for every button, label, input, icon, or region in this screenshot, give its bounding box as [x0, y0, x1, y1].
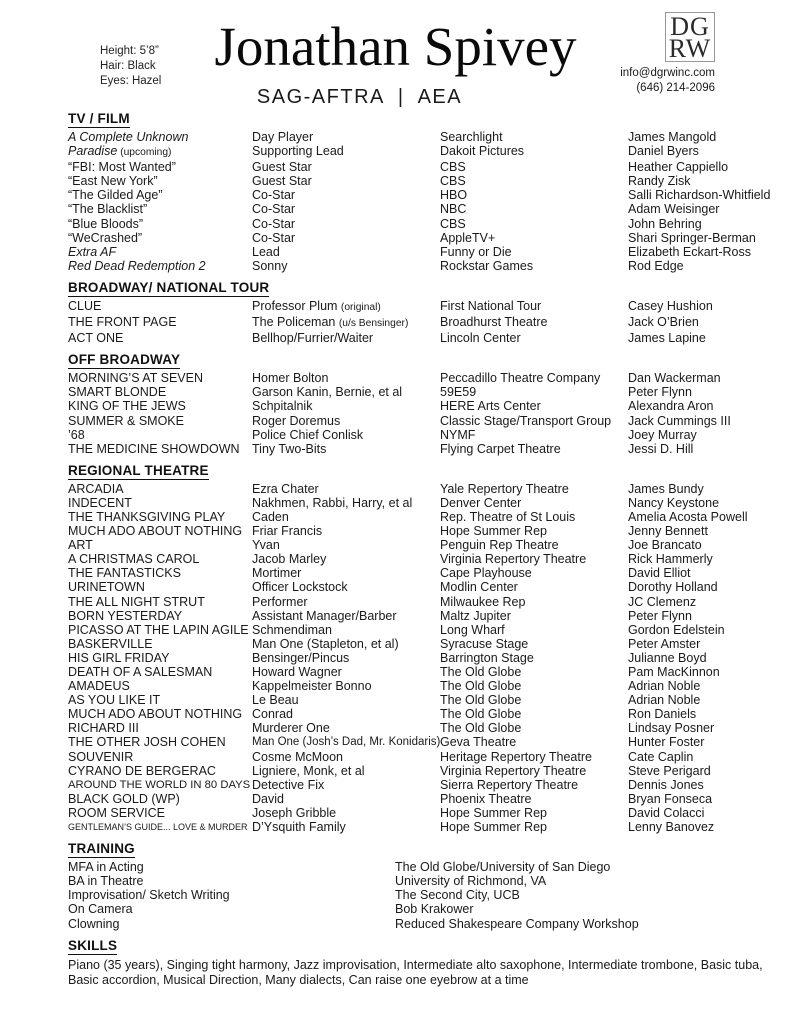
credit-role: Conrad [252, 707, 293, 722]
credit-venue: Hope Summer Rep [440, 820, 547, 835]
credit-director: Adrian Noble [628, 679, 701, 694]
credit-director: Bryan Fonseca [628, 791, 713, 806]
credit-venue: The Old Globe [440, 693, 522, 708]
credit-venue: 59E59 [440, 385, 477, 400]
training-section [68, 840, 771, 930]
credit-venue: The Old Globe [440, 707, 522, 722]
credit-venue: Sierra Repertory Theatre [440, 777, 579, 792]
credit-title: ’68 [68, 427, 85, 442]
training-section-title: TRAINING [68, 841, 135, 857]
credit-title: MORNING’S AT SEVEN [68, 371, 203, 386]
credit-title: URINETOWN [68, 580, 145, 595]
credit-section-title: OFF BROADWAY [68, 352, 181, 368]
logo-line-2: RW [668, 34, 712, 63]
credit-director: JC Clemenz [628, 594, 697, 609]
credit-title: BORN YESTERDAY [68, 608, 183, 623]
stat-hair: Hair: Black [100, 60, 156, 72]
credit-row [68, 482, 771, 496]
credit-row [68, 524, 771, 538]
credit-row [68, 130, 771, 144]
credit-title: Red Dead Redemption 2 [68, 258, 206, 273]
credit-role: Bensinger/Pincus [252, 650, 350, 665]
credit-role: Le Beau [252, 693, 299, 708]
credit-director: James Mangold [628, 130, 717, 144]
credit-title: “WeCrashed” [68, 230, 143, 245]
credit-venue: Syracuse Stage [440, 636, 529, 651]
credit-role: D’Ysquith Family [252, 820, 346, 835]
credit-row [68, 188, 771, 202]
credit-role: Schmendiman [252, 622, 332, 637]
credit-director: Joey Murray [628, 427, 697, 442]
training-institution: The Second City, UCB [395, 888, 520, 903]
training-row [68, 860, 771, 874]
credit-role: Guest Star [252, 160, 312, 175]
credit-title: BLACK GOLD (WP) [68, 791, 180, 806]
credit-role: Performer [252, 594, 308, 609]
credit-venue: Heritage Repertory Theatre [440, 749, 592, 764]
credit-row [68, 414, 771, 428]
credit-role: Howard Wagner [252, 665, 342, 679]
credit-title: THE THANKSGIVING PLAY [68, 509, 226, 524]
credit-director: Adam Weisinger [628, 202, 720, 217]
credit-role: Ligniere, Monk, et al [252, 763, 365, 778]
credit-title: Extra AF [68, 244, 117, 259]
credit-venue: Rep. Theatre of St Louis [440, 509, 576, 524]
credit-title: CLUE [68, 298, 102, 313]
training-subject: On Camera [68, 902, 133, 917]
credit-director: Gordon Edelstein [628, 622, 725, 637]
training-institution: The Old Globe/University of San Diego [395, 860, 611, 875]
credit-title: A CHRISTMAS CAROL [68, 552, 200, 567]
credit-venue: AppleTV+ [440, 230, 496, 245]
credit-director: Lindsay Posner [628, 721, 715, 736]
credit-venue: Lincoln Center [440, 331, 521, 346]
credit-venue: Yale Repertory Theatre [440, 481, 569, 496]
credit-director: John Behring [628, 216, 702, 231]
credit-row [68, 637, 771, 651]
credit-role: Man One (Josh’s Dad, Mr. Konidaris) [252, 736, 441, 749]
credit-title: THE ALL NIGHT STRUT [68, 594, 205, 609]
credit-title: MUCH ADO ABOUT NOTHING [68, 524, 243, 539]
credit-role: Mortimer [252, 566, 302, 581]
agency-email: info@dgrwinc.com [620, 67, 715, 79]
credit-role: Garson Kanin, Bernie, et al [252, 385, 403, 400]
credit-row [68, 299, 771, 315]
training-row [68, 888, 771, 902]
credit-venue: NBC [440, 202, 467, 217]
credit-row [68, 623, 771, 637]
credit-venue: Cape Playhouse [440, 566, 532, 581]
credit-role: Joseph Gribble [252, 805, 337, 820]
credit-role: Assistant Manager/Barber [252, 608, 397, 623]
credit-row [68, 609, 771, 623]
section-rows [68, 130, 771, 273]
training-row [68, 874, 771, 888]
credit-director: Joe Brancato [628, 538, 702, 553]
credit-section [68, 462, 771, 834]
credit-title: SMART BLONDE [68, 385, 167, 400]
credit-director: Julianne Boyd [628, 650, 707, 665]
credit-title: DEATH OF A SALESMAN [68, 665, 213, 679]
skills-section [68, 937, 771, 989]
training-row [68, 917, 771, 931]
credit-role: Day Player [252, 130, 314, 144]
credit-director: Heather Cappiello [628, 160, 729, 175]
credit-role: Lead [252, 244, 280, 259]
credit-title: CYRANO DE BERGERAC [68, 763, 216, 778]
credit-venue: Flying Carpet Theatre [440, 441, 561, 456]
credit-director: Casey Hushion [628, 298, 713, 313]
credit-row [68, 595, 771, 609]
credit-row [68, 792, 771, 806]
credit-venue: HERE Arts Center [440, 399, 541, 414]
credit-venue: The Old Globe [440, 665, 522, 679]
credit-venue: Modlin Center [440, 580, 518, 595]
credit-row [68, 144, 771, 160]
credit-title: ACT ONE [68, 331, 124, 346]
training-institution: University of Richmond, VA [395, 874, 547, 889]
credit-section [68, 279, 771, 345]
credit-venue: Rockstar Games [440, 258, 534, 273]
credit-director: Rod Edge [628, 258, 684, 273]
credit-director: James Lapine [628, 331, 706, 346]
credit-title: AS YOU LIKE IT [68, 693, 161, 708]
credit-row [68, 217, 771, 231]
credit-title: ARCADIA [68, 481, 124, 496]
credit-director: Pam MacKinnon [628, 665, 720, 679]
credit-title: KING OF THE JEWS [68, 399, 186, 414]
credit-venue: Maltz Jupiter [440, 608, 511, 623]
credit-venue: Virginia Repertory Theatre [440, 552, 587, 567]
credit-role: Roger Doremus [252, 413, 341, 428]
credit-role: Co-Star [252, 202, 296, 217]
credit-row [68, 651, 771, 665]
credit-director: Dorothy Holland [628, 580, 718, 595]
credit-role: Supporting Lead [252, 144, 344, 159]
credit-title: THE FRONT PAGE [68, 315, 177, 330]
credit-title: A Complete Unknown [68, 130, 189, 144]
credit-director: Dan Wackerman [628, 371, 721, 386]
credit-venue: Milwaukee Rep [440, 594, 526, 609]
credit-director: Daniel Byers [628, 144, 699, 159]
credit-role: Co-Star [252, 230, 296, 245]
credit-title: THE MEDICINE SHOWDOWN [68, 441, 240, 456]
agency-phone: (646) 214-2096 [636, 81, 715, 94]
credit-director: Jack Cummings III [628, 413, 731, 428]
credit-row [68, 231, 771, 245]
credit-title: “East New York” [68, 174, 158, 189]
credit-role: Man One (Stapleton, et al) [252, 636, 399, 651]
credit-role: Co-Star [252, 216, 296, 231]
credit-role: Officer Lockstock [252, 580, 348, 595]
credit-role: Jacob Marley [252, 552, 327, 567]
credit-venue: Virginia Repertory Theatre [440, 763, 587, 778]
credit-row [68, 174, 771, 188]
credit-director: Adrian Noble [628, 693, 701, 708]
credit-role: Homer Bolton [252, 371, 329, 386]
skills-text: Piano (35 years), Singing tight harmony, Jazz improvisation, Intermediate alto saxophone, Intermediate trombone, Basic tuba, Basic accordion, Musical Direction, Many dialects, Can raise one eyebrow at a time [68, 957, 763, 988]
credit-row [68, 160, 771, 174]
credit-title: GENTLEMAN’S GUIDE... LOVE & MURDER [68, 822, 248, 833]
credit-title: ART [68, 538, 93, 553]
credit-row [68, 259, 771, 273]
credit-title: BASKERVILLE [68, 636, 153, 651]
credit-director: Peter Flynn [628, 385, 692, 400]
credit-venue: Hope Summer Rep [440, 524, 547, 539]
stat-eyes: Eyes: Hazel [100, 75, 162, 87]
credit-row [68, 552, 771, 566]
credit-sections [68, 110, 771, 834]
credit-role: Sonny [252, 258, 288, 273]
credit-director: Dennis Jones [628, 777, 704, 792]
credit-title: THE OTHER JOSH COHEN [68, 735, 226, 750]
credit-row [68, 721, 771, 735]
credit-role: Ezra Chater [252, 481, 319, 496]
credit-venue: Funny or Die [440, 244, 512, 259]
credit-section-title: TV / FILM [68, 111, 130, 126]
training-institution: Bob Krakower [395, 902, 474, 917]
credit-section [68, 110, 771, 273]
credit-title: AROUND THE WORLD IN 80 DAYS [68, 778, 251, 791]
credit-row [68, 665, 771, 679]
credit-row [68, 428, 771, 442]
credit-row [68, 764, 771, 778]
credit-venue: NYMF [440, 427, 476, 442]
credit-venue: CBS [440, 160, 466, 175]
credit-row [68, 399, 771, 413]
credit-row [68, 496, 771, 510]
credit-director: Hunter Foster [628, 735, 705, 750]
credit-director: Jenny Bennett [628, 524, 708, 539]
credit-venue: Broadhurst Theatre [440, 315, 548, 330]
credit-section [68, 351, 771, 456]
credit-row [68, 735, 771, 749]
credit-venue: HBO [440, 188, 468, 203]
credit-title: HIS GIRL FRIDAY [68, 650, 170, 665]
credit-row [68, 778, 771, 792]
credit-title: THE FANTASTICKS [68, 566, 181, 581]
credit-venue: Classic Stage/Transport Group [440, 413, 612, 428]
agency-contact [620, 12, 715, 95]
credit-director: Rick Hammerly [628, 552, 713, 567]
credit-director: Steve Perigard [628, 763, 711, 778]
credit-row [68, 693, 771, 707]
credit-title: AMADEUS [68, 679, 130, 694]
credit-row [68, 580, 771, 594]
training-institution: Reduced Shakespeare Company Workshop [395, 916, 639, 931]
credit-section-title: BROADWAY/ NATIONAL TOUR [68, 279, 270, 295]
credit-venue: Phoenix Theatre [440, 791, 532, 806]
training-subject: MFA in Acting [68, 860, 144, 875]
section-rows [68, 371, 771, 456]
credit-role: Professor Plum (original) [252, 298, 381, 313]
credit-role: Schpitalnik [252, 399, 313, 414]
credit-title: Paradise (upcoming) [68, 144, 172, 159]
credit-row [68, 315, 771, 331]
credit-row [68, 566, 771, 580]
credit-director: David Colacci [628, 805, 705, 820]
credit-role: Caden [252, 509, 289, 524]
training-subject: Clowning [68, 916, 120, 931]
credit-role: The Policeman (u/s Bensinger) [252, 315, 409, 330]
credit-role: Murderer One [252, 721, 330, 736]
credit-role: Kappelmeister Bonno [252, 679, 372, 694]
training-subject: BA in Theatre [68, 874, 144, 889]
credit-role: Yvan [252, 538, 280, 553]
credit-director: Cate Caplin [628, 749, 694, 764]
credit-row [68, 707, 771, 721]
credit-role: Co-Star [252, 188, 296, 203]
credit-director: Salli Richardson-Whitfield [628, 188, 771, 203]
credit-title: RICHARD III [68, 721, 139, 736]
credit-row [68, 538, 771, 552]
credit-director: Jessi D. Hill [628, 441, 694, 456]
actor-name: Jonathan Spivey [214, 16, 577, 77]
section-rows [68, 299, 771, 345]
credit-row [68, 510, 771, 524]
credit-title: ROOM SERVICE [68, 805, 166, 820]
credit-venue: CBS [440, 174, 466, 189]
credit-title: “The Blacklist” [68, 202, 148, 217]
credit-row [68, 245, 771, 259]
training-rows [68, 860, 771, 930]
credit-venue: Searchlight [440, 130, 503, 144]
credit-director: Jack O’Brien [628, 315, 699, 330]
credit-row [68, 750, 771, 764]
credit-venue: Hope Summer Rep [440, 805, 547, 820]
credit-role: Nakhmen, Rabbi, Harry, et al [252, 495, 413, 510]
credit-title: “The Gilded Age” [68, 188, 163, 203]
credit-director: Alexandra Aron [628, 399, 714, 414]
credit-role: David [252, 791, 284, 806]
resume-header [68, 0, 771, 110]
credit-row [68, 371, 771, 385]
credit-title: INDECENT [68, 495, 132, 510]
credit-director: Ron Daniels [628, 707, 697, 722]
credit-row [68, 202, 771, 216]
skills-section-title: SKILLS [68, 937, 118, 953]
credit-role: Friar Francis [252, 524, 323, 539]
credit-row [68, 442, 771, 456]
credit-row [68, 331, 771, 345]
credit-venue: The Old Globe [440, 679, 522, 694]
credit-row [68, 679, 771, 693]
credit-venue: Peccadillo Theatre Company [440, 371, 601, 386]
credit-row [68, 820, 771, 834]
stat-height: Height: 5’8” [100, 45, 159, 57]
section-rows [68, 482, 771, 834]
credit-venue: Dakoit Pictures [440, 144, 525, 159]
credit-title: “FBI: Most Wanted” [68, 160, 176, 175]
dgrw-logo [665, 12, 715, 62]
credit-venue: Long Wharf [440, 622, 505, 637]
credit-role: Bellhop/Furrier/Waiter [252, 331, 374, 346]
credit-role: Guest Star [252, 174, 312, 189]
credit-row [68, 806, 771, 820]
credit-director: Amelia Acosta Powell [628, 509, 748, 524]
credit-venue: Geva Theatre [440, 735, 517, 750]
training-row [68, 902, 771, 916]
union-affiliations: SAG-AFTRA | AEA [256, 86, 463, 108]
credit-director: Nancy Keystone [628, 495, 720, 510]
credit-venue: Denver Center [440, 495, 522, 510]
credit-section-title: REGIONAL THEATRE [68, 462, 209, 478]
credit-venue: The Old Globe [440, 721, 522, 736]
credit-director: Elizabeth Eckart-Ross [628, 244, 751, 259]
credit-director: Peter Flynn [628, 608, 692, 623]
credit-title: MUCH ADO ABOUT NOTHING [68, 707, 243, 722]
logo-line-1: DG [670, 12, 710, 41]
credit-director: James Bundy [628, 481, 704, 496]
credit-title: SOUVENIR [68, 749, 134, 764]
credit-director: David Elliot [628, 566, 691, 581]
credit-role: Tiny Two-Bits [252, 441, 327, 456]
credit-director: Shari Springer-Berman [628, 230, 756, 245]
credit-role: Detective Fix [252, 777, 325, 792]
credit-venue: Barrington Stage [440, 650, 534, 665]
credit-venue: First National Tour [440, 298, 542, 313]
credit-director: Randy Zisk [628, 174, 691, 189]
credit-venue: CBS [440, 216, 466, 231]
credit-director: Peter Amster [628, 636, 701, 651]
training-subject: Improvisation/ Sketch Writing [68, 888, 230, 903]
credit-title: “Blue Bloods” [68, 216, 144, 231]
credit-row [68, 385, 771, 399]
credit-venue: Penguin Rep Theatre [440, 538, 559, 553]
credit-role: Cosme McMoon [252, 749, 343, 764]
credit-director: Lenny Banovez [628, 820, 715, 835]
credit-role: Police Chief Conlisk [252, 427, 364, 442]
credit-title: SUMMER & SMOKE [68, 413, 184, 428]
credit-title: PICASSO AT THE LAPIN AGILE [68, 622, 249, 637]
